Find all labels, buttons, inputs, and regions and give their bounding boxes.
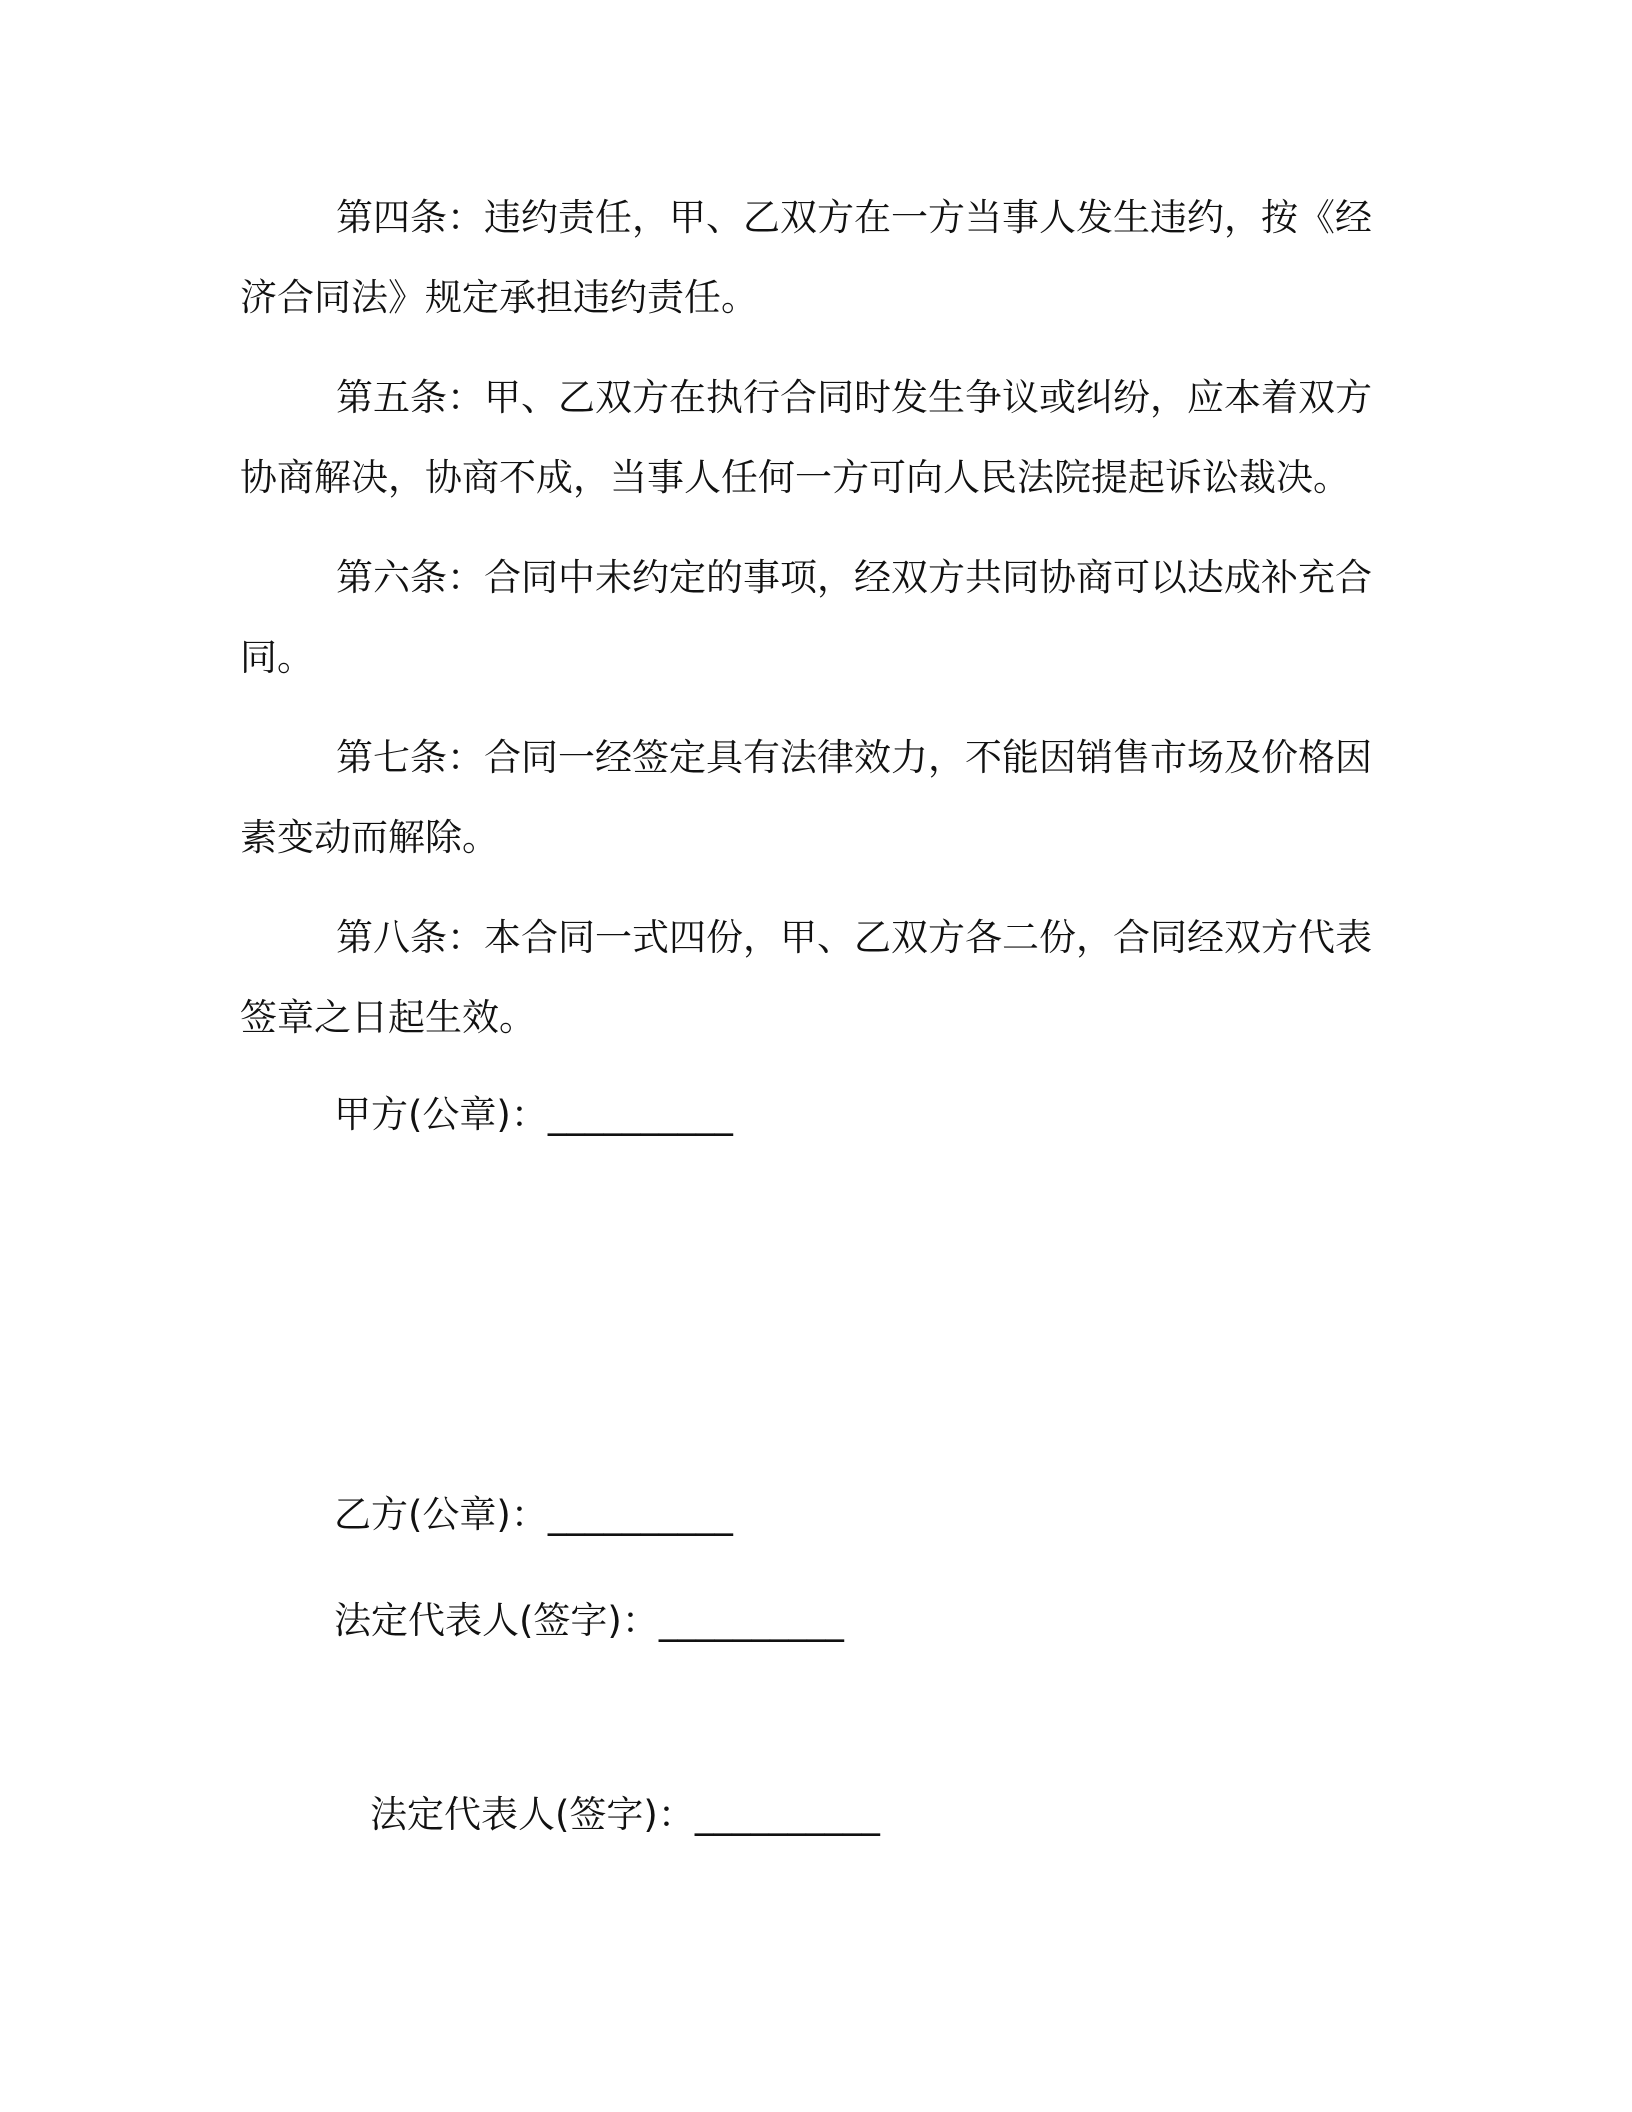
representative-blank-2: __________ — [694, 1793, 880, 1836]
representative-blank-1: __________ — [658, 1599, 844, 1642]
party-a-signature-line — [334, 1090, 733, 1140]
party-a-label: 甲方(公章)： — [334, 1093, 548, 1136]
clause-5: 第五条：甲、乙双方在执行合同时发生争议或纠纷，应本着双方协商解决，协商不成，当事人任何一方可向人民法院提起诉讼裁决。 — [240, 376, 1372, 499]
representative-label-2: 法定代表人(签字)： — [370, 1793, 695, 1836]
party-b-signature-line — [334, 1490, 733, 1540]
clause-4: 第四条：违约责任，甲、乙双方在一方当事人发生违约，按《经济合同法》规定承担违约责任。 — [240, 196, 1372, 319]
party-b-label: 乙方(公章)： — [334, 1493, 548, 1536]
clause-7: 第七条：合同一经签定具有法律效力，不能因销售市场及价格因素变动而解除。 — [240, 736, 1372, 859]
representative-signature-line-2 — [370, 1790, 880, 1840]
clause-6: 第六条：合同中未约定的事项，经双方共同协商可以达成补充合同。 — [240, 556, 1372, 679]
party-b-blank: __________ — [547, 1493, 733, 1536]
clause-8: 第八条：本合同一式四份，甲、乙双方各二份，合同经双方代表签章之日起生效。 — [240, 916, 1372, 1039]
representative-signature-line-1 — [334, 1596, 844, 1646]
party-a-blank: __________ — [547, 1093, 733, 1136]
representative-label-1: 法定代表人(签字)： — [334, 1599, 659, 1642]
